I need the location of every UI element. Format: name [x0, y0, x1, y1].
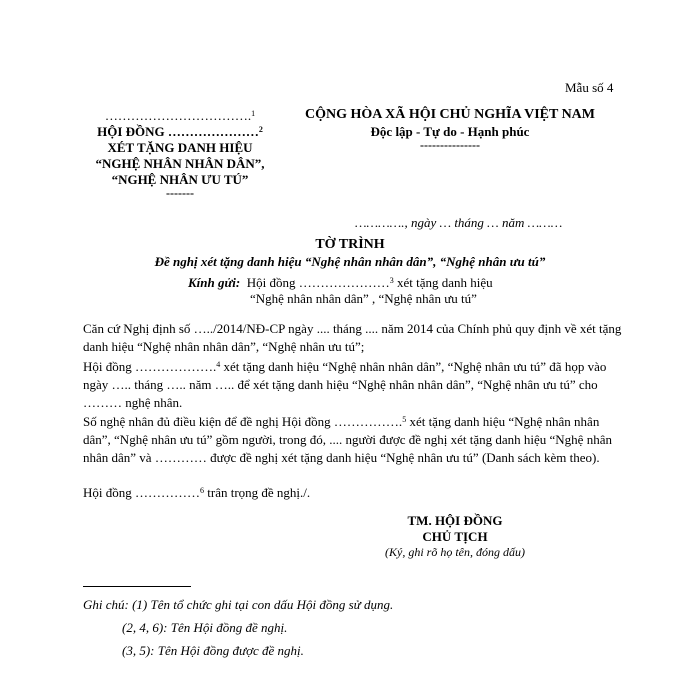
footnote-mark: 1 [251, 109, 256, 118]
paragraph-closing-part-b: trân trọng đề nghị./. [204, 485, 311, 500]
footnote-mark: 5 [402, 415, 407, 424]
signature-instruction: (Ký, ghi rõ họ tên, đóng dấu) [385, 545, 525, 559]
document-subtitle: Đề nghị xét tặng danh hiệu “Nghệ nhân nhân dân”, “Nghệ nhân ưu tú” [154, 254, 546, 269]
recipient-label: Kính gửi: [188, 275, 241, 290]
recipient-council-purpose: xét tặng danh hiệu [393, 275, 493, 290]
footnote-mark: 4 [216, 360, 221, 369]
footnote-mark: 2 [258, 125, 263, 134]
recipient-line-2: “Nghệ nhân nhân dân” , “Nghệ nhân ưu tú” [250, 291, 477, 306]
paragraph-candidates-part-b: xét tặng danh hiệu “Nghệ nhân nhân dân”, “Nghệ nhân ưu tú” gồm người, trong đó, .... người được đề nghị xét tặng danh hiệu “Nghệ nhân nhân dân” và ………… được đề nghị xét tặng danh hiệu “Nghệ nhân ưu tú” (Danh sách kèm theo). [83, 414, 612, 465]
council-title-line-3: “NGHỆ NHÂN ƯU TÚ” [111, 172, 249, 187]
paragraph-closing [83, 484, 623, 502]
paragraph-meeting [83, 358, 623, 412]
recipient-line-1 [188, 275, 493, 291]
footnote-divider [83, 586, 191, 587]
footnote-mark: 6 [200, 486, 204, 495]
paragraph-closing-part-a: Hội đồng …………… [83, 485, 200, 500]
paragraph-candidates [83, 413, 623, 467]
issuing-org-line [80, 108, 280, 124]
right-header-divider: --------------- [420, 138, 480, 152]
signature-title: TM. HỘI ĐỒNG [407, 513, 503, 528]
council-title-line-2: “NGHỆ NHÂN NHÂN DÂN”, [95, 156, 265, 171]
council-prefix: HỘI ĐỒNG [97, 124, 165, 139]
note-2: (2, 4, 6): Tên Hội đồng đề nghị. [122, 620, 288, 635]
left-header-divider: ------- [166, 186, 194, 200]
paragraph-candidates-part-a: Số nghệ nhân đủ điều kiện để đề nghị Hội đồng ……………. [83, 414, 403, 429]
document-title: TỜ TRÌNH [315, 237, 385, 252]
country-name: CỘNG HÒA XÃ HỘI CHỦ NGHĨA VIỆT NAM [304, 107, 595, 122]
note-1: Ghi chú: (1) Tên tổ chức ghi tại con dấu Hội đồng sử dụng. [83, 597, 394, 612]
paragraph-meeting-part-a: Hội đồng ………………. [83, 359, 217, 374]
issuing-org-dots: ……………………………. [104, 108, 252, 123]
council-title-line-1: XÉT TẶNG DANH HIỆU [107, 140, 253, 155]
council-dots: ………………… [167, 124, 259, 139]
national-motto: Độc lập - Tự do - Hạnh phúc [370, 124, 530, 139]
date-line: …………., ngày … tháng … năm ……… [355, 215, 563, 230]
recipient-council: Hội đồng ………………… [246, 275, 390, 290]
footnote-mark: 3 [389, 276, 394, 285]
form-number-label: Mẫu số 4 [565, 80, 614, 95]
signature-role: CHỦ TỊCH [422, 529, 488, 544]
council-name-line [80, 124, 280, 140]
paragraph-legal-basis: Căn cứ Nghị định số …../2014/NĐ-CP ngày .... tháng .... năm 2014 của Chính phủ quy định về xét tặng danh hiệu “Nghệ nhân nhân dân”, “Nghệ nhân ưu tú”; [83, 321, 622, 354]
note-3: (3, 5): Tên Hội đồng được đề nghị. [122, 643, 304, 658]
paragraph-meeting-part-b: xét tặng danh hiệu “Nghệ nhân nhân dân”, “Nghệ nhân ưu tú” đã họp vào ngày ….. tháng ….. năm ….. để xét tặng danh hiệu “Nghệ nhân nhân dân”, “Nghệ nhân ưu tú” cho ……… nghệ nhân. [83, 359, 607, 410]
